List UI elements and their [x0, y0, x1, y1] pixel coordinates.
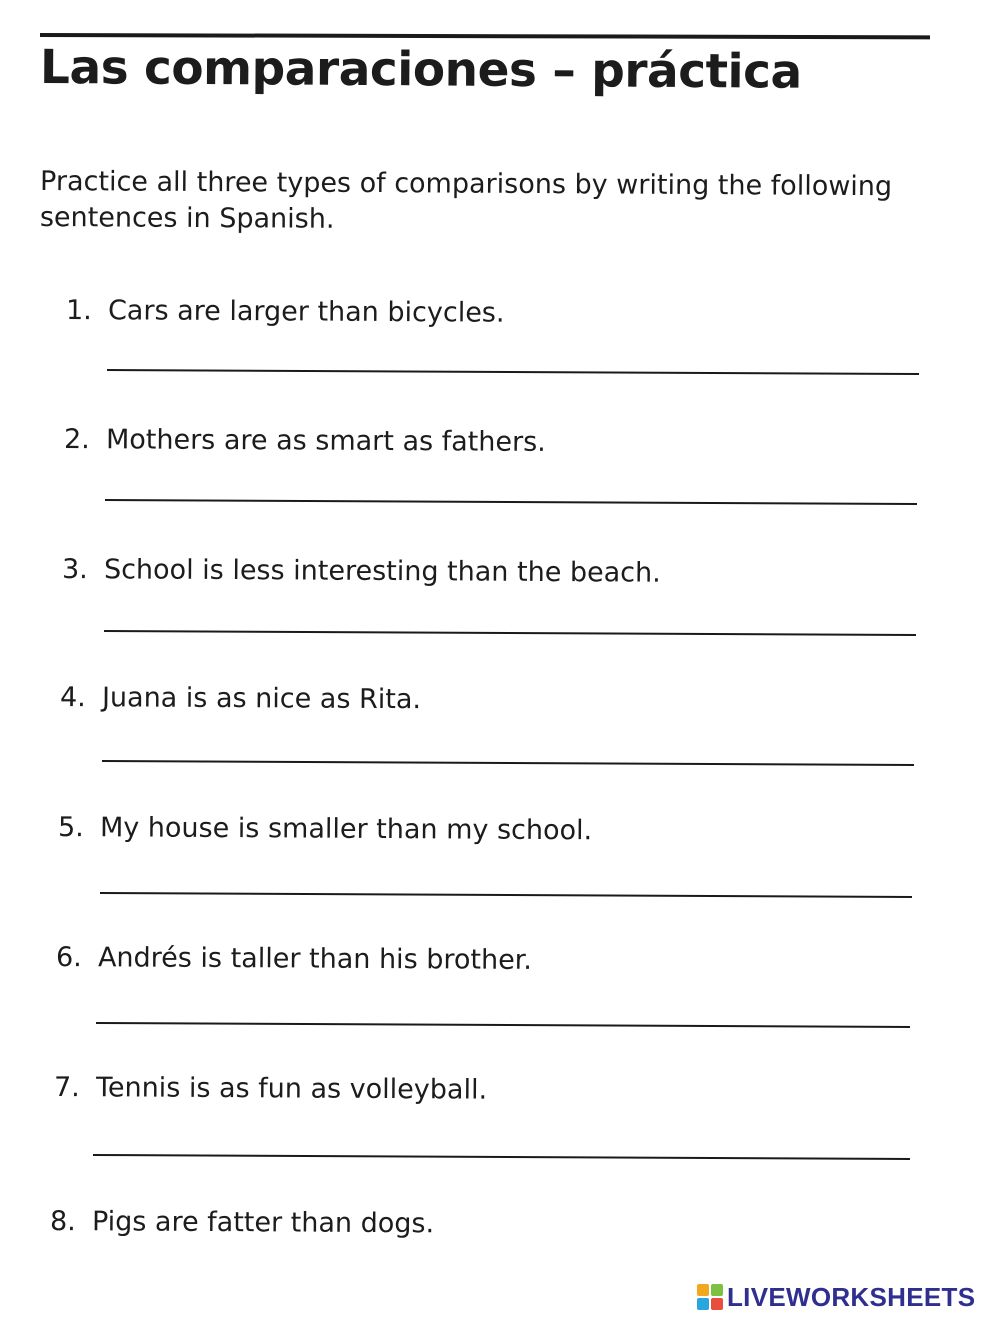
answer-line-6[interactable] — [96, 1022, 910, 1028]
answer-line-1[interactable] — [107, 369, 919, 375]
question-text: Tennis is as fun as volleyball. — [95, 1072, 488, 1106]
question-item-5 — [58, 812, 592, 846]
question-number: 3. — [61, 554, 88, 586]
question-number: 1. — [65, 295, 92, 327]
brand-name: LIVEWORKSHEETS — [727, 1281, 976, 1312]
question-text: Cars are larger than bicycles. — [107, 295, 505, 329]
question-item-1 — [66, 295, 505, 329]
answer-line-3[interactable] — [104, 630, 916, 636]
question-text: Mothers are as smart as fathers. — [105, 424, 546, 458]
page-title: Las comparaciones – práctica — [39, 40, 802, 100]
question-number: 4. — [59, 682, 86, 714]
question-number: 8. — [49, 1206, 76, 1238]
top-rule — [40, 33, 930, 39]
question-text: Juana is as nice as Rita. — [101, 682, 422, 716]
question-item-8 — [50, 1206, 434, 1239]
question-item-3 — [62, 554, 661, 589]
question-item-7 — [54, 1072, 487, 1106]
answer-line-5[interactable] — [100, 892, 912, 898]
question-item-2 — [64, 424, 546, 458]
question-text: Andrés is taller than his brother. — [97, 942, 533, 976]
question-text: School is less interesting than the beach. — [103, 554, 661, 589]
question-text: Pigs are fatter than dogs. — [91, 1206, 435, 1240]
question-number: 2. — [63, 424, 90, 456]
question-number: 7. — [53, 1072, 80, 1104]
question-item-4 — [60, 682, 421, 715]
question-text: My house is smaller than my school. — [99, 812, 593, 847]
question-number: 5. — [57, 812, 84, 844]
liveworksheets-watermark — [697, 1282, 975, 1312]
instructions-text: Practice all three types of comparisons by writing the following sentences in Spanish. — [39, 166, 893, 235]
liveworksheets-logo-icon — [697, 1284, 723, 1310]
question-number: 6. — [55, 942, 82, 974]
answer-line-2[interactable] — [105, 499, 917, 505]
question-item-6 — [56, 942, 532, 976]
answer-line-7[interactable] — [93, 1154, 910, 1160]
answer-line-4[interactable] — [102, 760, 914, 766]
